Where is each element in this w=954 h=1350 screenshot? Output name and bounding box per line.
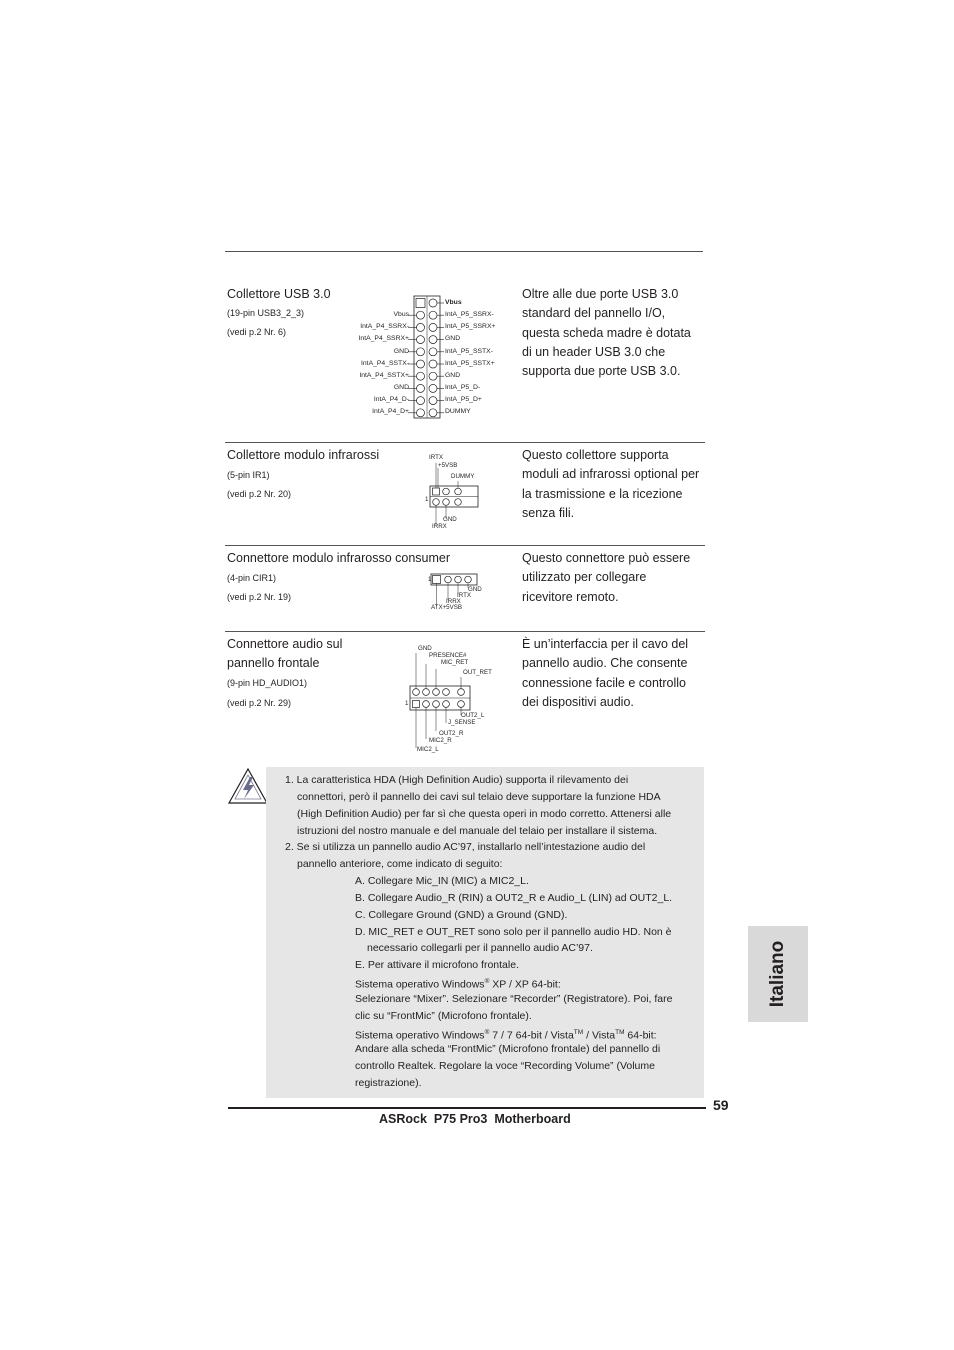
note-xp-os: Sistema operativo Windows [355,978,485,991]
cir-label-gnd: GND [468,586,482,593]
top-rule [225,251,703,252]
audio-label-mic2-l: MIC2_L [417,746,439,753]
usb-title: Collettore USB 3.0 [227,287,331,301]
cir-label-atx5vsb: ATX+5VSB [431,604,463,611]
registered-mark: ® [484,1029,490,1036]
ir-desc-line: senza fili. [522,505,575,520]
usb-left-pin-9: IntA_P4_D+ [372,408,409,415]
note-step-e: E. Per attivare il microfono frontale. [355,959,519,971]
usb-desc-line: di un header USB 3.0 che [522,344,666,359]
usb-right-pin-7: GND [445,372,461,379]
audio-title-line1: Connettore audio sul [227,637,343,651]
cir-desc-line: ricevitore remoto. [522,589,619,604]
usb-left-pin-4: GND [393,348,409,355]
section-rule [225,631,705,632]
usb-right-pin-10: DUMMY [445,408,471,415]
usb-right-pin-2: IntA_P5_SSRX- [445,311,494,318]
note-step-a: A. Collegare Mic_IN (MIC) a MIC2_L. [355,875,529,887]
note-step-b: B. Collegare Audio_R (RIN) a OUT2_R e Audio_L (LIN) ad OUT2_L. [355,892,673,904]
note-1-line1: 1. La caratteristica HDA (High Definition Audio) supporta il rilevamento dei [285,774,629,786]
audio-desc-line: dei dispositivi audio. [522,694,634,709]
ir-label-gnd: GND [443,516,457,523]
audio-pin: (9-pin HD_AUDIO1) [227,678,308,688]
audio-desc-line: pannello audio. Che consente [522,656,688,671]
usb-desc-line: questa scheda madre è dotata [522,325,691,340]
usb-left-pin-6: IntA_P4_SSTX+ [359,372,409,379]
footer-rule [228,1107,706,1109]
note-vista-version2: / Vista [583,1029,616,1042]
note-step-c: C. Collegare Ground (GND) a Ground (GND). [355,909,568,921]
ir-desc-line: la trasmissione e la ricezione [522,486,683,501]
warning-icon [226,766,270,806]
section-rule [225,442,705,443]
audio-label-presence: PRESENCE# [429,652,467,659]
audio-desc-line: connessione facile e controllo [522,675,686,690]
cir-title: Connettore modulo infrarosso consumer [227,551,451,565]
usb-right-pin-3: IntA_P5_SSRX+ [445,323,496,330]
trademark: TM [615,1029,625,1036]
usb-right-pin-4: GND [445,335,461,342]
note-1-line2: connettori, però il pannello dei cavi sul telaio deve supportare la funzione HDA [297,791,661,803]
note-2-line1: 2. Se si utilizza un pannello audio AC’97, installarlo nell’intestazione audio del [285,841,646,853]
ir-desc-line: moduli ad infrarossi optional per [522,467,700,482]
note-1-line4: istruzioni del nostro manuale e del manuale del telaio per installare il sistema. [297,825,658,837]
note-xp-version: XP / XP 64-bit: [489,978,561,991]
usb-right-pin-8: IntA_P5_D- [445,384,481,391]
ir-desc-line: Questo collettore supporta [522,448,669,462]
usb-left-pin-3: IntA_P4_SSRX+ [358,335,409,342]
ir-label-pin1: 1 [425,496,429,503]
usb-pin: (19-pin USB3_2_3) [227,308,305,318]
ir-label-irtx: IRTX [429,454,443,461]
audio-description [522,635,712,712]
usb-left-pin-2: IntA_P4_SSRX- [360,323,409,330]
usb-right-pin-5: IntA_P5_SSTX- [445,348,493,355]
cir-ref: (vedi p.2 Nr. 19) [227,592,292,602]
note-xp-line3: clic su “FrontMic” (Microfono frontale). [355,1010,532,1022]
audio-title-line2: pannello frontale [227,656,320,670]
note-step-d-line2: necessario collegarli per il pannello audio AC’97. [367,942,593,954]
cir-label-irrx: IRRX [446,598,461,605]
section-rule [225,545,705,546]
note-box [266,767,704,1098]
note-1-line3: (High Definition Audio) per far sì che questa operi in modo corretto. Attenersi alle [297,808,672,820]
usb-left-pin-7: GND [393,384,409,391]
language-tab-label: Italiano [767,940,788,1008]
note-vista-version: 7 / 7 64-bit / Vista [489,1029,574,1042]
usb-ref: (vedi p.2 Nr. 6) [227,327,287,337]
page-number: 59 [713,1097,729,1113]
usb-desc-line: supporta due porte USB 3.0. [522,364,681,379]
note-vista-os: Sistema operativo Windows [355,1029,485,1042]
audio-label-mic2-r: MIC2_R [429,737,452,744]
audio-label-out-ret: OUT_RET [463,669,492,676]
usb-description [522,285,707,381]
cir-label-irtx: IRTX [457,592,471,599]
audio-label-mic-ret: MIC_RET [441,659,469,666]
usb-right-pin-1: Vbus [445,299,462,306]
note-vista-line3: controllo Realtek. Regolare la voce “Recording Volume” (Volume [355,1060,655,1072]
cir-desc-line: Questo connettore può essere [522,551,691,565]
ir-label-dummy: DUMMY [451,473,475,480]
note-step-d-line1: D. MIC_RET e OUT_RET sono solo per il pannello audio HD. Non è [355,926,672,938]
audio-label-out2-r: OUT2_R [439,730,464,737]
note-vista-line4: registrazione). [355,1077,422,1089]
usb-right-pin-6: IntA_P5_SSTX+ [445,360,495,367]
language-side-tab [748,926,808,1022]
audio-label-gnd: GND [418,645,432,652]
audio-desc-line: È un’interfaccia per il cavo del [522,637,689,651]
footer-title: ASRock P75 Pro3 Motherboard [379,1112,571,1126]
audio-label-pin1: 1 [405,700,409,707]
cir-description [522,549,712,607]
usb-right-pin-9: IntA_P5_D+ [445,396,482,403]
ir-label-5vsb: +5VSB [438,462,458,469]
usb-left-pin-5: IntA_P4_SSTX- [361,360,409,367]
note-vista-line2: Andare alla scheda “FrontMic” (Microfono frontale) del pannello di [355,1043,661,1055]
cir-pin: (4-pin CIR1) [227,573,277,583]
registered-mark: ® [484,978,490,985]
note-2-line2: pannello anteriore, come indicato di seguito: [297,858,503,870]
note-xp-line2: Selezionare “Mixer”. Selezionare “Recorder” (Registratore). Poi, fare [355,993,673,1005]
audio-label-out2-l: OUT2_L [461,712,485,719]
cir-desc-line: utilizzato per collegare [522,570,647,585]
usb-left-pin-1: Vbus [393,311,409,318]
audio-ref: (vedi p.2 Nr. 29) [227,698,292,708]
ir-label-irrx: IRRX [432,523,447,530]
usb-left-pin-8: IntA_P4_D- [373,396,409,403]
ir-pin: (5-pin IR1) [227,470,270,480]
cir-label-pin1: 1 [428,576,432,583]
ir-ref: (vedi p.2 Nr. 20) [227,489,292,499]
note-vista-bits: 64-bit: [624,1029,657,1042]
usb-desc-line: Oltre alle due porte USB 3.0 [522,287,679,301]
usb-desc-line: standard del pannello I/O, [522,306,666,321]
audio-label-j-sense: J_SENSE [448,719,476,726]
trademark: TM [573,1029,584,1036]
ir-title: Collettore modulo infrarossi [227,448,380,462]
ir-description [522,446,712,523]
